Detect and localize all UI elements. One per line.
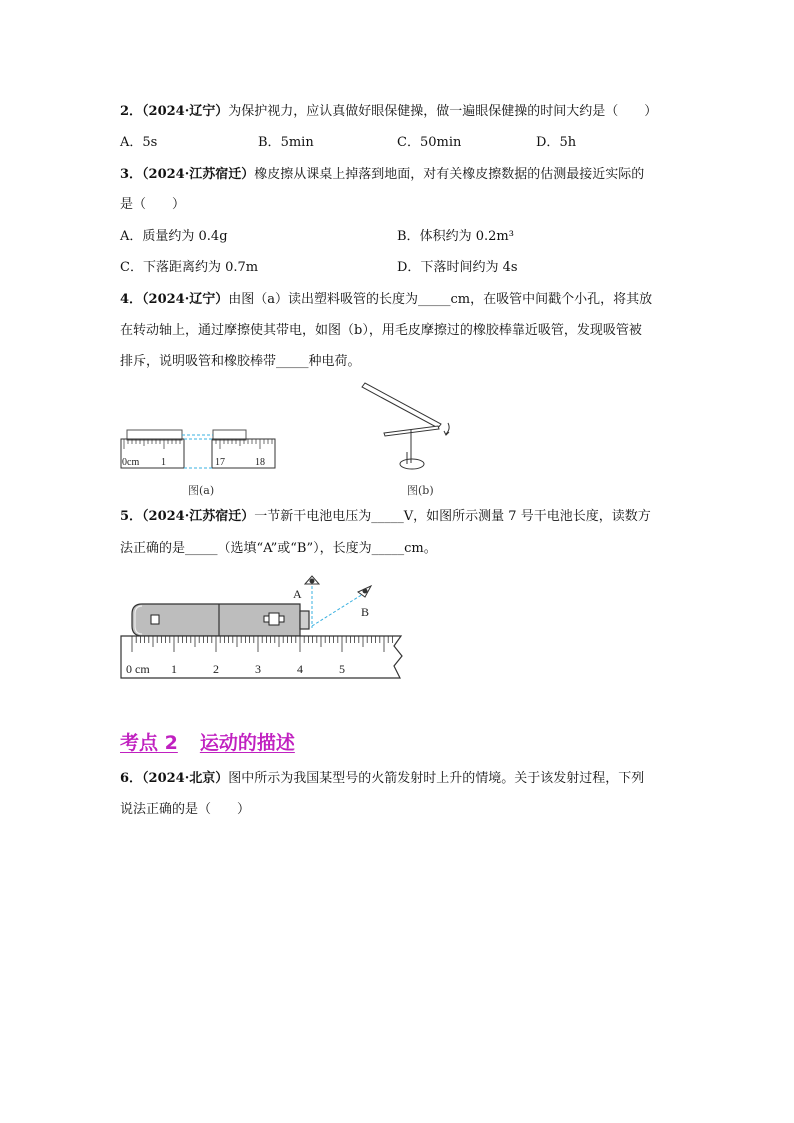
ruler-b-label-5: 5 — [339, 662, 345, 676]
q4-stem-line2: 在转动轴上，通过摩擦使其带电，如图（b），用毛皮摩擦过的橡胶棒靠近吸管，发现吸管被 — [120, 323, 642, 338]
eye-a-label: A — [293, 587, 302, 601]
q5-stem-line1: 5．（2024·江苏宿迁）一节新干电池电压为_____V，如图所示测量 7 号干电池长度，读数方 — [120, 509, 651, 524]
q3-option-d[interactable]: D．下落时间约为 4s — [397, 260, 518, 275]
q3-stem-line1: 3．（2024·江苏宿迁）橡皮擦从课桌上掉落到地面，对有关橡皮擦数据的估测最接近实际的 — [120, 167, 645, 182]
figure-battery-ruler — [118, 570, 410, 682]
ruler-a-label-1: 1 — [161, 457, 166, 468]
q3-stem-line2: 是（ ） — [120, 197, 186, 212]
q2-option-d[interactable]: D．5h — [536, 135, 577, 150]
q6-stem-line1: 6．（2024·北京）图中所示为我国某型号的火箭发射时上升的情境。关于该发射过程，下列 — [120, 771, 645, 786]
q3-option-b[interactable]: B．体积约为 0.2m³ — [397, 229, 514, 244]
figure-b-caption: 图(b) — [407, 484, 434, 497]
q3-option-a[interactable]: A．质量约为 0.4g — [120, 229, 228, 244]
q4-stem-line1: 4．（2024·辽宁）由图（a）读出塑料吸管的长度为_____cm，在吸管中间戳个小孔，将其放 — [120, 292, 653, 307]
q2-option-c[interactable]: C．50min — [397, 135, 462, 150]
eye-b-label: B — [361, 605, 370, 619]
q2-option-a[interactable]: A．5s — [120, 135, 158, 150]
q5-stem-line2: 法正确的是_____（选填“A”或“B”），长度为_____cm。 — [120, 541, 437, 556]
ruler-b-label-3: 3 — [255, 662, 261, 676]
q2-stem: 2．（2024·辽宁）为保护视力，应认真做好眼保健操，做一遍眼保健操的时间大约是（ ） — [120, 104, 658, 119]
section-heading: 考点 2 运动的描述 — [120, 732, 295, 754]
ruler-b-label-0: 0 cm — [126, 662, 150, 676]
q3-option-c[interactable]: C．下落距离约为 0.7m — [120, 260, 259, 275]
ruler-b-label-4: 4 — [297, 662, 303, 676]
ruler-b-label-2: 2 — [213, 662, 219, 676]
ruler-a-label-18: 18 — [255, 457, 265, 468]
ruler-a-label-0: 0cm — [122, 457, 140, 468]
q4-stem-line3: 排斥，说明吸管和橡胶棒带_____种电荷。 — [120, 354, 361, 369]
q6-stem-line2: 说法正确的是（ ） — [120, 802, 251, 817]
ruler-a-label-17: 17 — [215, 457, 225, 468]
figure-a-caption: 图(a) — [188, 484, 215, 497]
figure-a-ruler — [118, 425, 282, 473]
ruler-b-label-1: 1 — [171, 662, 177, 676]
q2-option-b[interactable]: B．5min — [258, 135, 314, 150]
figure-b-pivot — [360, 380, 460, 476]
